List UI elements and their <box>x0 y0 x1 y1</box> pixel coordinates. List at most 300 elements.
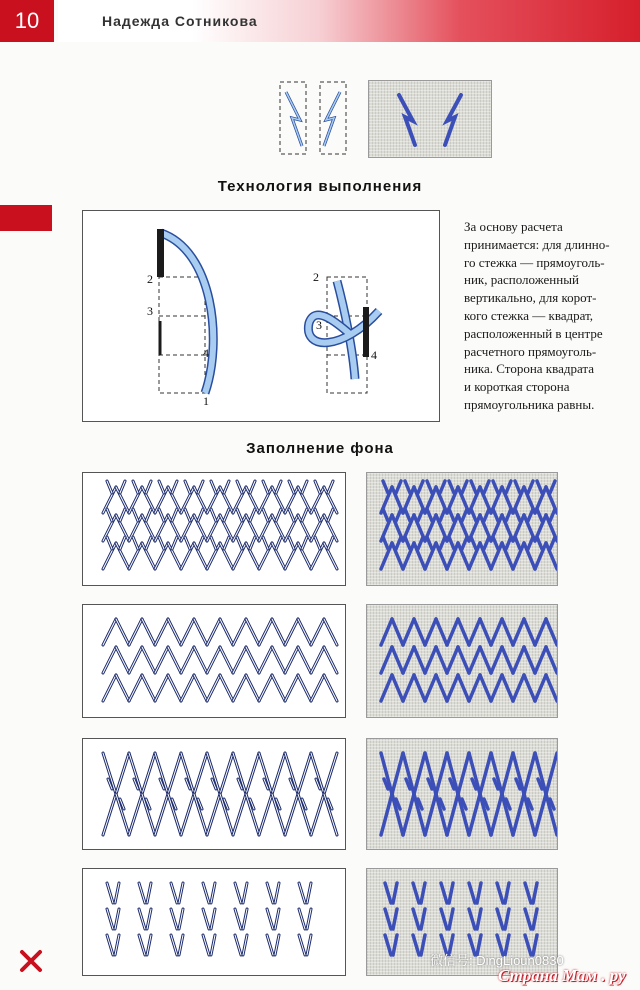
stitch-line <box>513 675 524 701</box>
stitch-line <box>267 883 273 903</box>
stitch-line <box>194 515 207 541</box>
stitch-line <box>155 794 168 835</box>
stitch-line <box>194 753 207 794</box>
stitch-line <box>302 509 307 521</box>
stitch-line <box>107 481 112 493</box>
stitch-line <box>142 515 155 541</box>
stitch-line <box>315 537 320 549</box>
stitch-line <box>298 619 311 645</box>
stitch-line <box>107 909 113 929</box>
stitch-line <box>298 675 311 701</box>
stitch-line <box>528 481 533 493</box>
x-icon <box>18 948 44 974</box>
stitch-line <box>513 619 524 645</box>
stitch-line <box>285 753 298 794</box>
stitch-line <box>381 619 392 645</box>
stitch-line <box>449 537 454 549</box>
description-line: ник, расположенный <box>464 272 579 288</box>
stitch-line <box>441 883 447 903</box>
stitch-line <box>525 909 531 929</box>
stitch-line <box>436 753 447 794</box>
stitch-line <box>107 883 113 903</box>
stitch-line <box>267 909 273 929</box>
stitch-line <box>396 481 401 493</box>
stitch-line <box>203 935 209 955</box>
stitch-line <box>418 481 423 493</box>
stitch-line <box>299 909 305 929</box>
stitch-line <box>324 515 337 541</box>
stitch-line <box>505 883 509 903</box>
stitch-line <box>298 753 311 794</box>
stitch-line <box>447 647 458 673</box>
stitch-line <box>237 509 242 521</box>
technique-diagram-svg <box>83 211 439 421</box>
side-accent-bar <box>0 205 52 231</box>
stitch-line <box>396 537 401 549</box>
stitch-line <box>413 935 419 955</box>
stitch-line <box>235 909 241 929</box>
description-line: кого стежка — квадрат, <box>464 307 594 323</box>
stitch-line <box>116 619 129 645</box>
stitch-line <box>168 753 181 794</box>
stitch-line <box>311 515 324 541</box>
stitch-line <box>298 515 311 541</box>
stitch-line <box>168 675 181 701</box>
stitch-line <box>471 481 476 493</box>
stitch-line <box>246 647 259 673</box>
stitch-line <box>120 481 125 493</box>
stitch-line <box>469 675 480 701</box>
stitch-line <box>194 675 207 701</box>
stitch-line <box>393 883 397 903</box>
stitch-line <box>289 537 294 549</box>
pattern-diagram-1-svg <box>83 473 345 585</box>
stitch-line <box>289 509 294 521</box>
stitch-line <box>458 675 469 701</box>
stitch-line <box>302 537 307 549</box>
stitch-line <box>129 794 142 835</box>
stitch-line <box>469 883 475 903</box>
stitch-line <box>246 619 259 645</box>
stitch-line <box>250 537 255 549</box>
stitch-line <box>324 675 337 701</box>
description-line: принимается: для длинно- <box>464 236 610 252</box>
stitch-line <box>185 509 190 521</box>
stitch-line <box>425 647 436 673</box>
stitch-line <box>142 543 155 569</box>
stitch-line <box>311 619 324 645</box>
stitch-line <box>506 537 511 549</box>
stitch-line <box>181 543 194 569</box>
stitch-line <box>506 509 511 521</box>
stitch-line <box>484 481 489 493</box>
stitch-line <box>421 935 425 955</box>
stitch-line <box>129 675 142 701</box>
stitch-line <box>385 935 391 955</box>
stitch-line <box>203 883 209 903</box>
stitch-line <box>211 537 216 549</box>
stitch-line <box>142 675 155 701</box>
stitch-line <box>505 909 509 929</box>
stitch-line <box>285 794 298 835</box>
pattern-diagram-3-svg <box>83 739 345 849</box>
stitch-line <box>436 619 447 645</box>
stitch-line <box>272 543 285 569</box>
stitch-line <box>447 794 458 835</box>
description-line: За основу расчета <box>464 219 563 234</box>
stitch-line <box>185 537 190 549</box>
stitch-line <box>449 883 453 903</box>
stitch-line <box>220 753 233 794</box>
stitch-line <box>194 794 207 835</box>
stitch-line <box>276 509 281 521</box>
description-line: расчетного прямоуголь- <box>464 343 597 359</box>
diagram-label: 1 <box>203 394 209 408</box>
stitch-line <box>405 537 410 549</box>
pattern-diagram-3 <box>82 738 346 850</box>
stitch-line <box>198 481 203 493</box>
stitch-line <box>207 675 220 701</box>
stitch-line <box>502 675 513 701</box>
stitch-line <box>133 481 138 493</box>
diagram-label: 2 <box>147 272 153 286</box>
stitch-line <box>107 509 112 521</box>
pattern-sample-1 <box>366 472 558 586</box>
stitch-line <box>414 619 425 645</box>
pattern-sample-3 <box>366 738 558 850</box>
stitch-line <box>383 509 388 521</box>
stitch-line <box>220 794 233 835</box>
stitch-line <box>427 509 432 521</box>
stitch-line <box>546 675 557 701</box>
stitch-line <box>207 794 220 835</box>
stitch-line <box>383 481 388 493</box>
stitch-line <box>524 647 535 673</box>
stitch-line <box>120 509 125 521</box>
stitch-line <box>159 481 164 493</box>
stitch-line <box>129 515 142 541</box>
stitch-line <box>385 909 391 929</box>
stitch-line <box>513 794 524 835</box>
stitch-line <box>328 509 333 521</box>
stitch-line <box>220 675 233 701</box>
top-stitch-sample-svg <box>369 81 491 157</box>
top-stitch-diagram-svg <box>272 80 356 156</box>
page-number: 10 <box>0 0 58 42</box>
stitch-line <box>139 935 145 955</box>
stitch-line <box>414 753 425 794</box>
stitch-line <box>515 481 520 493</box>
stitch-line <box>272 675 285 701</box>
needle-icon <box>363 307 369 357</box>
stitch-line <box>477 909 481 929</box>
stitch-line <box>107 537 112 549</box>
stitch-line <box>535 619 546 645</box>
stitch-line <box>449 909 453 929</box>
stitch-line <box>392 619 403 645</box>
stitch-line <box>146 481 151 493</box>
stitch-line <box>285 647 298 673</box>
stitch-line <box>133 509 138 521</box>
stitch-line <box>103 753 116 794</box>
stitch-line <box>237 481 242 493</box>
stitch-line <box>524 675 535 701</box>
stitch-line <box>276 537 281 549</box>
stitch-line <box>246 794 259 835</box>
stitch-line <box>107 935 113 955</box>
stitch-line <box>436 675 447 701</box>
stitch-line <box>502 619 513 645</box>
stitch-line <box>497 909 503 929</box>
stitch-line <box>246 753 259 794</box>
stitch-line <box>469 794 480 835</box>
stitch-line <box>491 619 502 645</box>
site-logo-text: Страна Мам . ру <box>498 966 626 985</box>
stitch-line <box>299 935 305 955</box>
stitch-line <box>502 753 513 794</box>
stitch-line <box>194 619 207 645</box>
stitch-line <box>550 481 555 493</box>
stitch-line <box>480 619 491 645</box>
stitch-line <box>396 509 401 521</box>
stitch-line <box>491 794 502 835</box>
stitch-line <box>181 647 194 673</box>
stitch-line <box>172 481 177 493</box>
stitch-line <box>471 537 476 549</box>
stitch-line <box>103 647 116 673</box>
stitch-line <box>405 509 410 521</box>
stitch-line <box>289 481 294 493</box>
stitch-line <box>224 537 229 549</box>
pattern-sample-1-svg <box>367 473 557 585</box>
stitch-line <box>194 647 207 673</box>
stitch-line <box>194 543 207 569</box>
stitch-line <box>421 883 425 903</box>
stitch-line <box>324 753 337 794</box>
stitch-line <box>263 481 268 493</box>
stitch-line <box>142 619 155 645</box>
stitch-line <box>116 515 129 541</box>
stitch-line <box>220 515 233 541</box>
stitch-line <box>211 509 216 521</box>
stitch-line <box>146 509 151 521</box>
stitch-line <box>246 515 259 541</box>
top-stitch-sample <box>368 80 492 158</box>
stitch-line <box>533 909 537 929</box>
stitch-line <box>462 481 467 493</box>
diagram-label: 3 <box>316 318 322 332</box>
stitch-line <box>413 909 419 929</box>
stitch-line <box>524 619 535 645</box>
stitch-line <box>403 647 414 673</box>
background-title: Заполнение фона <box>246 440 394 457</box>
technique-title: Технология выполнения <box>217 178 423 195</box>
stitch-line <box>237 537 242 549</box>
stitch-line <box>259 515 272 541</box>
stitch-line <box>493 481 498 493</box>
description-line: расположенный в центре <box>464 325 603 341</box>
stitch-line <box>272 753 285 794</box>
pattern-diagram-2-svg <box>83 605 345 717</box>
stitch-line <box>311 543 324 569</box>
top-stitch-diagram <box>272 80 356 156</box>
stitch-line <box>259 619 272 645</box>
stitch-line <box>480 753 491 794</box>
description-line: вертикально, для корот- <box>464 290 597 306</box>
stitch-line <box>525 883 531 903</box>
stitch-line <box>116 794 129 835</box>
stitch-line <box>298 794 311 835</box>
stitch-line <box>528 509 533 521</box>
stitch-line <box>311 647 324 673</box>
stitch-line <box>535 675 546 701</box>
stitch-line <box>315 481 320 493</box>
stitch-line <box>139 909 145 929</box>
stitch-line <box>155 675 168 701</box>
stitch-line <box>259 647 272 673</box>
pattern-sample-3-svg <box>367 739 557 849</box>
stitch-line <box>462 509 467 521</box>
stitch-line <box>259 794 272 835</box>
stitch-line <box>233 619 246 645</box>
stitch-line <box>393 935 397 955</box>
stitch-line <box>449 509 454 521</box>
stitch-line <box>298 647 311 673</box>
stitch-line <box>155 647 168 673</box>
stitch-line <box>302 481 307 493</box>
stitch-line <box>480 675 491 701</box>
stitch-line <box>414 675 425 701</box>
pattern-diagram-4 <box>82 868 346 976</box>
stitch-line <box>272 515 285 541</box>
stitch-line <box>207 753 220 794</box>
stitch-line <box>533 883 537 903</box>
stitch-line <box>550 509 555 521</box>
stitch-line <box>447 619 458 645</box>
stitch-line <box>392 647 403 673</box>
stitch-line <box>259 675 272 701</box>
stitch-line <box>324 543 337 569</box>
stitch-line <box>425 675 436 701</box>
stitch-line <box>537 537 542 549</box>
stitch-line <box>502 647 513 673</box>
stitch-line <box>159 509 164 521</box>
stitch-line <box>224 509 229 521</box>
stitch-line <box>181 675 194 701</box>
stitch-line <box>491 675 502 701</box>
stitch-line <box>392 753 403 794</box>
stitch-line <box>537 509 542 521</box>
stitch-line <box>546 647 557 673</box>
stitch-line <box>535 794 546 835</box>
stitch-line <box>462 537 467 549</box>
stitch-line <box>116 675 129 701</box>
stitch-line <box>120 537 125 549</box>
stitch-line <box>171 909 177 929</box>
stitch-line <box>267 935 273 955</box>
stitch-line <box>172 509 177 521</box>
stitch-line <box>469 647 480 673</box>
stitch-line <box>233 794 246 835</box>
diagram-label: 4 <box>371 348 377 362</box>
stitch-line <box>299 883 305 903</box>
stitch-line <box>103 794 116 835</box>
stitch-line <box>220 619 233 645</box>
stitch-line <box>493 509 498 521</box>
stitch-line <box>440 509 445 521</box>
author-name: Надежда Сотникова <box>102 13 258 29</box>
stitch-line <box>155 515 168 541</box>
stitch-line <box>103 543 116 569</box>
pattern-sample-2-svg <box>367 605 557 717</box>
stitch-line <box>546 619 557 645</box>
stitch-line <box>159 537 164 549</box>
stitch-line <box>235 883 241 903</box>
stitch-line <box>285 619 298 645</box>
stitch-line <box>413 883 419 903</box>
stitch-line <box>116 647 129 673</box>
stitch-line <box>550 537 555 549</box>
stitch-line <box>272 647 285 673</box>
stitch-line <box>155 543 168 569</box>
stitch-line <box>185 481 190 493</box>
stitch-line <box>181 794 194 835</box>
stitch-line <box>440 481 445 493</box>
stitch-line <box>392 675 403 701</box>
stitch-line <box>129 647 142 673</box>
technique-description <box>464 218 636 414</box>
stitch-line <box>146 537 151 549</box>
stitch-line <box>418 537 423 549</box>
stitch-line <box>324 619 337 645</box>
stitch-line <box>528 537 533 549</box>
stitch-line <box>139 883 145 903</box>
stitch-line <box>103 619 116 645</box>
stitch-line <box>171 883 177 903</box>
stitch-line <box>207 543 220 569</box>
stitch-line <box>233 515 246 541</box>
description-line: ника. Сторона квадрата <box>464 361 594 377</box>
stitch-line <box>203 909 209 929</box>
stitch-line <box>285 543 298 569</box>
stitch-line <box>506 481 511 493</box>
stitch-line <box>276 481 281 493</box>
stitch-line <box>328 537 333 549</box>
stitch-line <box>116 753 129 794</box>
stitch-line <box>383 537 388 549</box>
stitch-line <box>272 619 285 645</box>
stitch-line <box>207 619 220 645</box>
stitch-line <box>181 753 194 794</box>
stitch-line <box>198 509 203 521</box>
header-band <box>0 0 640 42</box>
stitch-line <box>233 753 246 794</box>
stitch-line <box>263 537 268 549</box>
stitch-line <box>414 647 425 673</box>
stitch-line <box>181 515 194 541</box>
stitch-line <box>181 619 194 645</box>
stitch-line <box>233 647 246 673</box>
diagram-label: 3 <box>147 304 153 318</box>
stitch-line <box>246 675 259 701</box>
stitch-line <box>403 675 414 701</box>
stitch-line <box>168 794 181 835</box>
stitch-line <box>535 647 546 673</box>
description-line: го стежка — прямоуголь- <box>464 254 605 270</box>
stitch-line <box>311 753 324 794</box>
stitch-line <box>513 647 524 673</box>
stitch-line <box>403 619 414 645</box>
